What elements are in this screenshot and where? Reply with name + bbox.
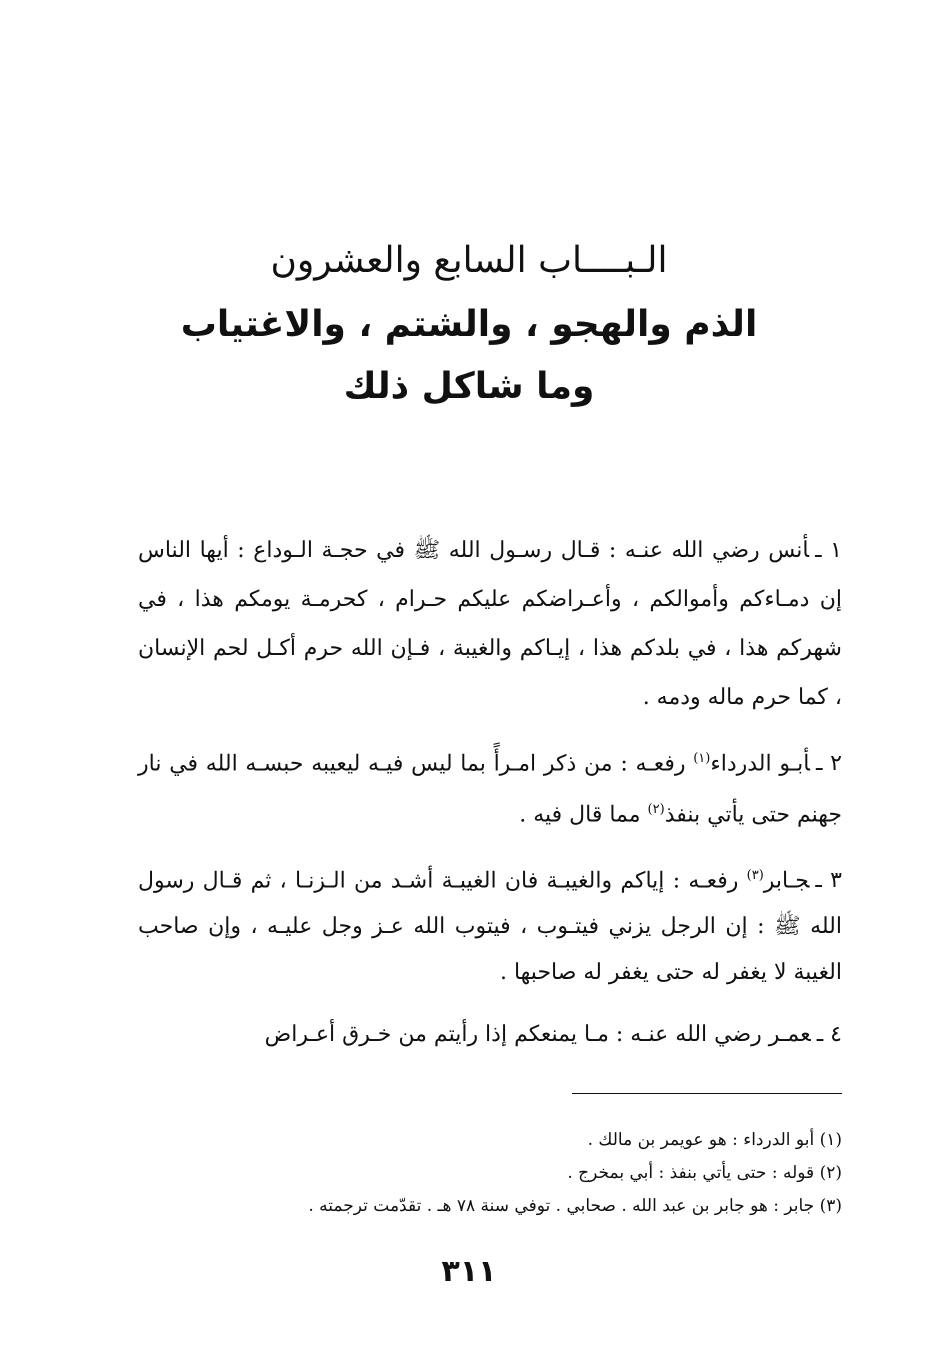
paragraph-number: ٤ ـ [816, 1021, 842, 1047]
chapter-heading: الـبــــاب السابع والعشرون [270, 240, 668, 281]
paragraph-4 [138, 1010, 842, 1059]
paragraph-text: أبـو الدرداء [710, 751, 810, 777]
footnotes [122, 1124, 842, 1223]
paragraph-number: ٢ ـ [815, 751, 842, 777]
footnote-ref-1[interactable]: (١) [693, 751, 711, 766]
paragraph-2 [138, 736, 842, 839]
paragraph-1 [138, 526, 842, 722]
main-text [138, 526, 842, 1073]
chapter-title-line-1: الذم والهجو ، والشتم ، والاغتياب [180, 304, 758, 345]
footnote-1: (١) أبو الدرداء : هو عويمر بن مالك . [587, 1130, 842, 1150]
footnote-ref-3[interactable]: (٣) [746, 867, 764, 883]
footnote-ref-2[interactable]: (٢) [647, 802, 665, 818]
footnote-divider [572, 1093, 842, 1094]
footnote-2: (٢) قوله : حتى يأتي بنفذ : أبي بمخرج . [567, 1163, 842, 1183]
paragraph-text: رفعـه : من ذكر امـرأً بما ليس فيـه ليعيبه حبسـه الله في نار جهنم حتى يأتي بنفذ [138, 751, 842, 828]
footnote-3: (٣) جابر : هو جابر بن عبد الله . صحابي . توفي سنة ٧٨ هـ . تقدّمت ترجمته . [308, 1196, 842, 1216]
paragraph-text: مما قال فيه . [519, 802, 648, 828]
paragraph-3 [138, 853, 842, 996]
paragraph-text: أنس رضي الله عنـه : قـال رسـول الله ﷺ في حجـة الـوداع : أيها الناس إن دمـاءكم وأموالكم ، وأعـراضكم عليكم حـرام ، كحرمـة يومكم هذا ، في شهركم هذا ، في بلدكم هذا ، إيـاكم والغيبة ، فـإن الله حرم أكـل لحم الإنسان ، كما حرم ماله ودمه . [138, 538, 842, 710]
paragraph-text: جـابر [763, 867, 810, 893]
paragraph-text: عمـر رضي الله عنـه : مـا يمنعكم إذا رأيتم من خـرق أعـراض [264, 1021, 811, 1047]
paragraph-number: ٣ ـ [815, 867, 842, 893]
page-number: ٣١١ [441, 1254, 497, 1289]
chapter-title-line-2: وما شاكل ذلك [343, 366, 595, 407]
paragraph-number: ١ ـ [815, 538, 842, 563]
paragraph-text: رفعـه : إياكم والغيبـة فان الغيبـة أشـد من الـزنـا ، ثم قـال رسول الله ﷺ : إن الرجل يزني فيتـوب ، فيتوب الله عـز وجل عليـه ، وإن صاحب الغيبة لا يغفر له حتى يغفر له صاحبها . [138, 867, 842, 985]
